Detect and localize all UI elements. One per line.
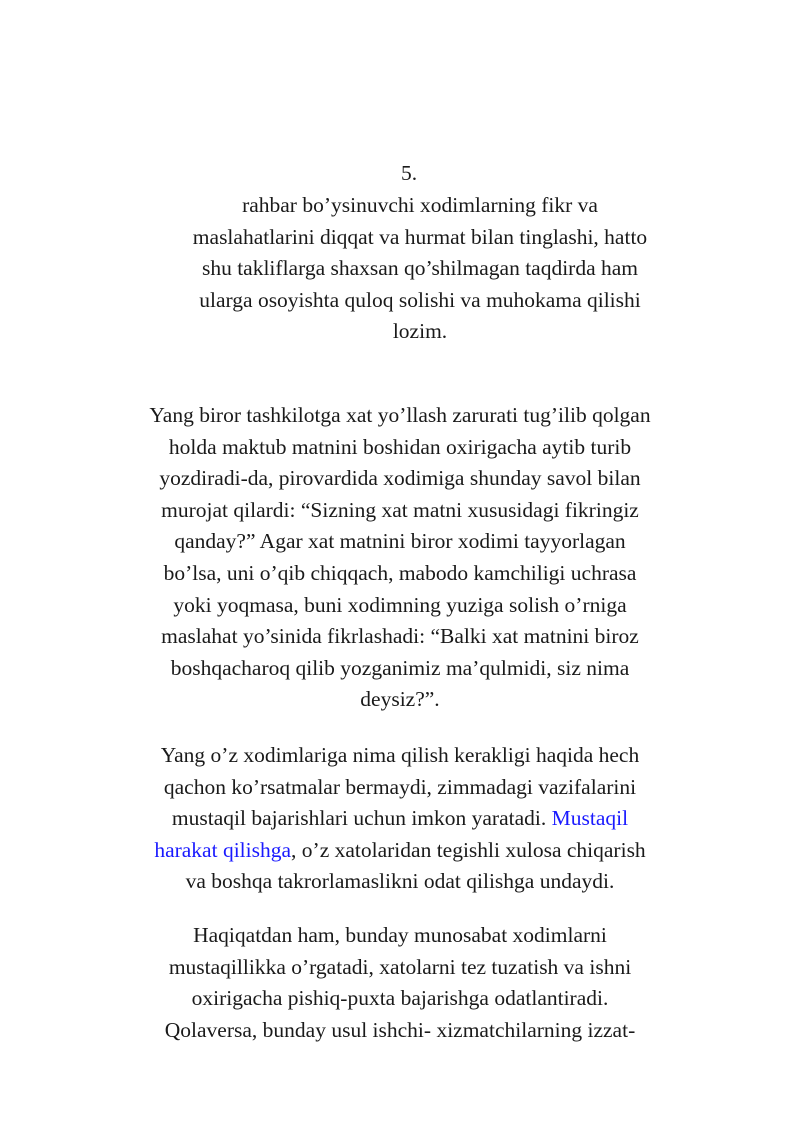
- text-line: qachon ko’rsatmalar bermaydi, zimmadagi vazifalarini: [163, 774, 637, 799]
- text-line: yozdiradi-da, pirovardida xodimiga shunday savol bilan: [159, 466, 641, 491]
- text-line: yoki yoqmasa, buni xodimning yuziga solish o’rniga: [173, 592, 627, 617]
- text-line: ularga osoyishta quloq solishi va muhokama qilishi: [199, 287, 641, 312]
- text-line: [105, 835, 695, 867]
- text-line: Yang biror tashkilotga xat yo’llash zarurati tug’ilib qolgan: [149, 403, 651, 427]
- paragraph-2: [105, 740, 695, 898]
- text-line: holda maktub matnini boshidan oxirigacha aytib turib: [168, 434, 632, 459]
- mustaqil-harakat-link-part2[interactable]: harakat qilishga: [154, 837, 292, 862]
- list-item-text: [150, 190, 690, 348]
- text-line: lozim.: [392, 319, 448, 344]
- paragraph-3: [100, 920, 700, 1046]
- text-line: shu takliflarga shaxsan qo’shilmagan taqdirda ham: [201, 256, 639, 281]
- text-line: va boshqa takrorlamaslikni odat qilishga undaydi.: [185, 869, 615, 894]
- text-line: murojat qilardi: “Sizning xat matni xususidagi fikringiz: [161, 497, 639, 522]
- text-line: qanday?” Agar xat matnini biror xodimi tayyorlagan: [174, 529, 626, 554]
- text-line: rahbar bo’ysinuvchi xodimlarning fikr va: [242, 193, 598, 217]
- paragraph-1: [100, 400, 700, 716]
- text-line: maslahatlarini diqqat va hurmat bilan tinglashi, hatto: [192, 224, 648, 249]
- text-line: bo’lsa, uni o’qib chiqqach, mabodo kamchiligi uchrasa: [163, 560, 637, 585]
- text-line: Haqiqatdan ham, bunday munosabat xodimlarni: [193, 923, 607, 947]
- text-line: oxirigacha pishiq-puxta bajarishga odatlantiradi.: [191, 986, 609, 1011]
- text-fragment: mustaqil bajarishlari uchun imkon yaratadi.: [171, 806, 552, 831]
- text-line: boshqacharoq qilib yozganimiz ma’qulmidi, siz nima: [170, 655, 630, 680]
- mustaqil-harakat-link-part1[interactable]: Mustaqil: [551, 806, 629, 831]
- text-line: Qolaversa, bunday usul ishchi- xizmatchilarning izzat-: [164, 1017, 636, 1042]
- text-line: mustaqillikka o’rgatadi, xatolarni tez tuzatish va ishni: [168, 954, 632, 979]
- text-line: deysiz?”.: [360, 687, 440, 712]
- text-line: maslahat yo’sinida fikrlashadi: “Balki xat matnini biroz: [161, 624, 639, 649]
- text-fragment: , o’z xatolaridan tegishli xulosa chiqarish: [291, 837, 646, 862]
- list-item-number: 5.: [400, 161, 418, 185]
- text-line: [105, 803, 695, 835]
- text-line: Yang o’z xodimlariga nima qilish kerakligi haqida hech: [160, 743, 640, 767]
